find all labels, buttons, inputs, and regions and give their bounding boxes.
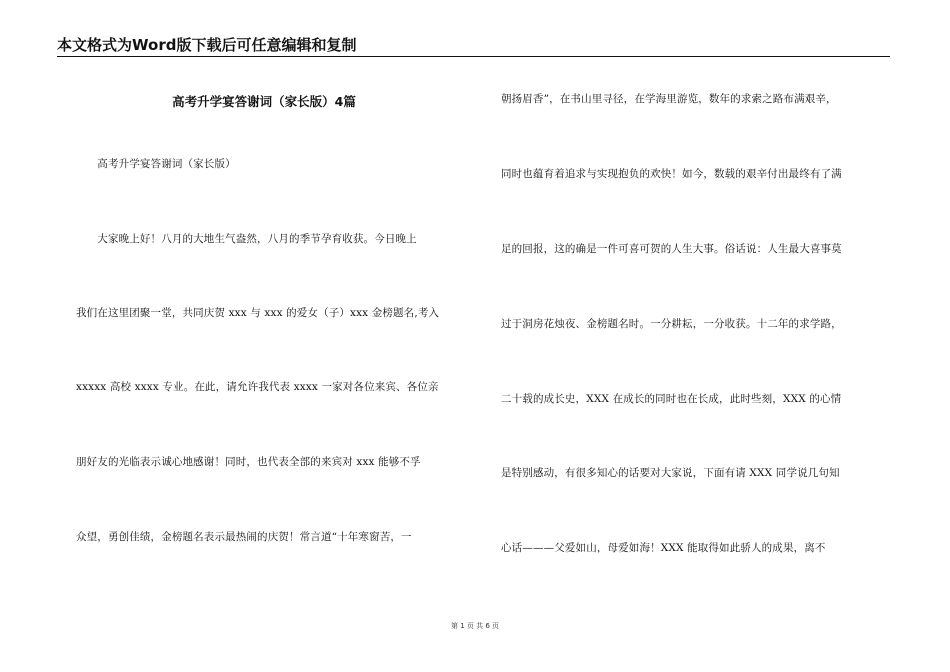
text-line: 心话———父爱如山，母爱如海！XXX 能取得如此骄人的成果，离不 <box>501 542 826 554</box>
text-line: 大家晚上好！八月的大地生气盎然，八月的季节孕育收获。今日晚上 <box>76 233 417 245</box>
text-line: 足的回报，这的确是一件可喜可贺的人生大事。俗话说：人生最大喜事莫 <box>501 243 842 255</box>
text-line: 朝扬眉香”，在书山里寻径，在学海里游览，数年的求索之路布满艰辛， <box>501 93 837 105</box>
text-line: 同时也蕴育着追求与实现抱负的欢快！如今，数载的艰辛付出最终有了满 <box>501 168 842 180</box>
download-banner: 本文格式为Word版下载后可任意编辑和复制 <box>57 36 357 54</box>
text-line: 众望，勇创佳绩，金榜题名表示最热闹的庆贺！常言道“十年寒窗苦，一 <box>76 531 412 543</box>
text-line: 高考升学宴答谢词（家长版） <box>76 158 236 170</box>
text-line: 朋好友的光临表示诚心地感谢！同时，也代表全部的来宾对 xxx 能够不孚 <box>76 456 421 468</box>
header-rule <box>57 56 890 57</box>
text-line: 是特别感动，有很多知心的话要对大家说，下面有请 XXX 同学说几句知 <box>501 467 840 479</box>
page-number: 第 1 页 共 6 页 <box>450 622 500 630</box>
text-line: 我们在这里团聚一堂，共同庆贺 xxx 与 xxx 的爱女（子）xxx 金榜题名,考入 <box>76 307 440 319</box>
document-title: 高考升学宴答谢词（家长版）4篇 <box>172 94 356 109</box>
text-line: xxxxx 高校 xxxx 专业。在此，请允许我代表 xxxx 一家对各位来宾、各位亲 <box>76 381 439 393</box>
text-line: 二十载的成长史，XXX 在成长的同时也在长成，此时些刻，XXX 的心情 <box>501 393 842 405</box>
text-line: 过于洞房花烛夜、金榜题名时。一分耕耘，一分收获。十二年的求学路， <box>501 318 842 330</box>
